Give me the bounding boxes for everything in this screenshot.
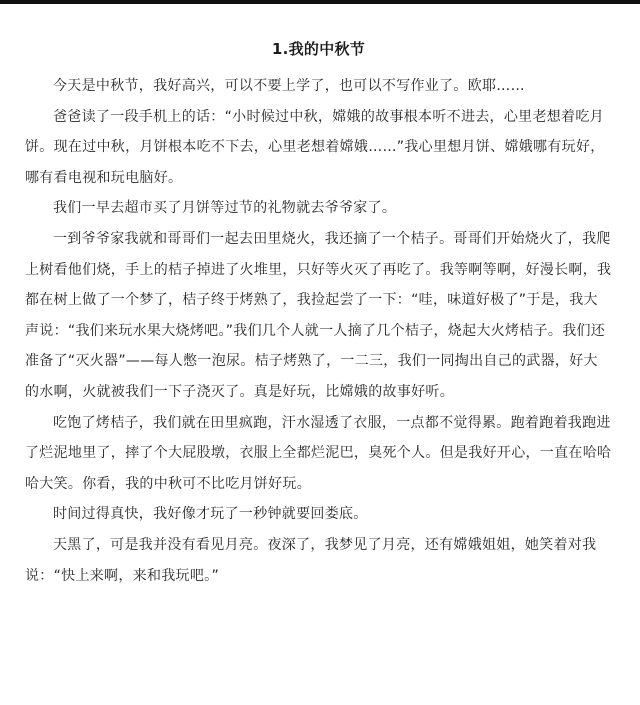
paragraph-5: 吃饱了烤桔子，我们就在田里疯跑，汗水湿透了衣服，一点都不觉得累。跑着跑着我跑进了烂泥地里了，摔了个大屁股墩，衣服上全都烂泥巴，臭死个人。但是我好开心，一直在哈哈哈大笑。你看，我的中秋可不比吃月饼好玩。 (25, 414, 612, 492)
document-body (25, 71, 612, 591)
paragraph-7: 天黑了，可是我并没有看见月亮。夜深了，我梦见了月亮，还有嫦娥姐姐，她笑着对我说：“快上来啊，来和我玩吧。” (25, 536, 597, 584)
document-title: 1.我的中秋节 (271, 40, 366, 58)
paragraph-1: 今天是中秋节，我好高兴，可以不要上学了，也可以不写作业了。欧耶…… (53, 78, 525, 94)
document-page (0, 4, 640, 705)
paragraph-2: 爸爸读了一段手机上的话：“小时候过中秋，嫦娥的故事根本听不进去，心里老想着吃月饼。现在过中秋，月饼根本吃不下去，心里老想着嫦娥……”我心里想月饼、嫦娥哪有玩好，哪有看电视和玩电脑好。 (25, 108, 605, 186)
paragraph-4: 一到爷爷家我就和哥哥们一起去田里烧火，我还摘了一个桔子。哥哥们开始烧火了，我爬上树看他们烧，手上的桔子掉进了火堆里，只好等火灭了再吃了。我等啊等啊，好漫长啊，我都在树上做了一个梦了，桔子终于烤熟了，我捡起尝了一下：“哇，味道好极了”于是，我大声说：“我们来玩水果大烧烤吧。”我们几个人就一人摘了几个桔子，烧起大火烤桔子。我们还准备了“灭火器”——每人憋一泡尿。桔子烤熟了，一二三，我们一同掏出自己的武器，好大的水啊，火就被我们一下子浇灭了。真是好玩，比嫦娥的故事好听。 (25, 230, 612, 400)
paragraph-6: 时间过得真快，我好像才玩了一秒钟就要回娄底。 (53, 506, 368, 523)
paragraph-3: 我们一早去超市买了月饼等过节的礼物就去爷爷家了。 (53, 200, 397, 217)
